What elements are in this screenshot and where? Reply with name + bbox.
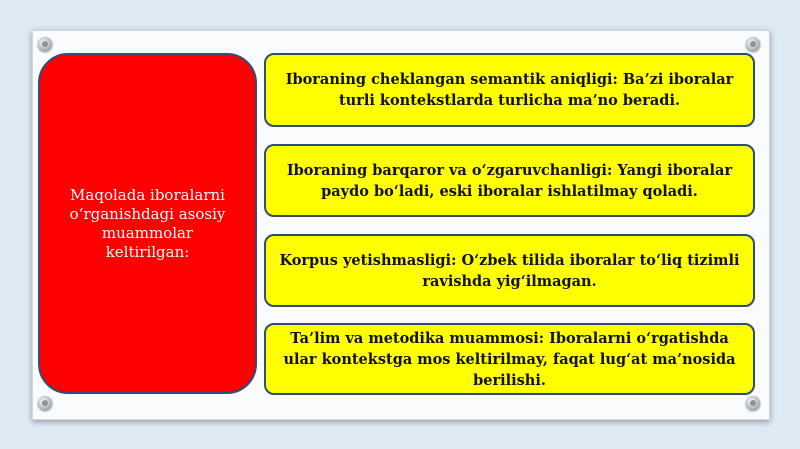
problem-text: Korpus yetishmasligi: O‘zbek tilida iboralar to‘liq tizimli ravishda yig‘ilmagan.	[279, 251, 740, 290]
pushpin-icon	[746, 396, 760, 410]
problem-box-corpus	[264, 234, 755, 307]
problem-box-semantic	[264, 53, 755, 127]
pushpin-icon	[38, 37, 52, 51]
pushpin-icon	[746, 37, 760, 51]
problem-box-stability	[264, 144, 755, 217]
problem-text: Iboraning cheklangan semantik aniqligi: Ba’zi iboralar turli kontekstlarda turlicha ma’no beradi.	[285, 71, 734, 109]
main-topic-box	[38, 53, 257, 394]
main-topic-label: Maqolada iboralarni o‘rganishdagi asosiy muammolar keltirilgan:	[69, 185, 226, 261]
pushpin-icon	[38, 396, 52, 410]
problem-text: Ta’lim va metodika muammosi: Iboralarni o‘rgatishda ular kontekstga mos keltirilmay, faqat lug‘at ma’nosida berilishi.	[283, 329, 736, 389]
problem-box-methodology	[264, 323, 755, 395]
problem-text: Iboraning barqaror va o‘zgaruvchanligi: Yangi iboralar paydo bo‘ladi, eski iboralar ishlatilmay qoladi.	[286, 161, 733, 200]
